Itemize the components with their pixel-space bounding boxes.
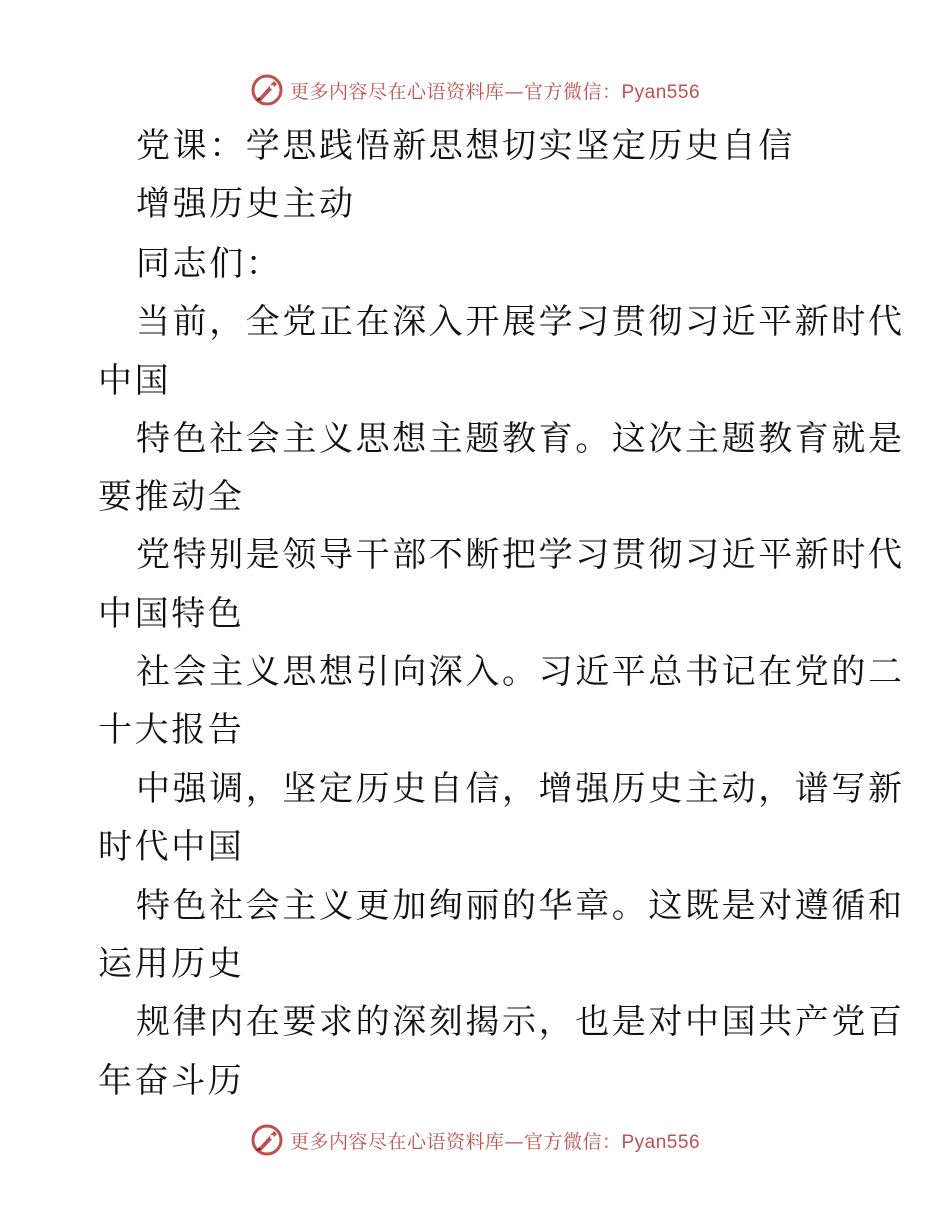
paragraph-line: 党特别是领导干部不断把学习贯彻习近平新时代 <box>136 535 905 575</box>
paragraph-line: 十大报告 <box>98 710 245 750</box>
paragraph-line: 中国特色 <box>98 594 245 634</box>
quill-pen-logo-icon <box>250 1123 284 1157</box>
banner-text: 更多内容尽在心语资料库—官方微信：Pyan556 <box>289 80 701 103</box>
paragraph-line: 社会主义思想引向深入。习近平总书记在党的二 <box>136 652 905 692</box>
document-title-line-2: 增强历史主动 <box>136 184 356 224</box>
footer-banner <box>0 1120 950 1160</box>
paragraph-line: 时代中国 <box>98 827 245 867</box>
paragraph-line: 特色社会主义思想主题教育。这次主题教育就是 <box>136 419 905 459</box>
quill-pen-logo-icon <box>250 73 284 107</box>
document-title-line-1: 党课：学思践悟新思想切实坚定历史自信 <box>136 126 795 166</box>
paragraph-line: 中国 <box>98 361 172 401</box>
paragraph-line: 中强调，坚定历史自信，增强历史主动，谱写新 <box>136 769 905 809</box>
paragraph-line: 规律内在要求的深刻揭示，也是对中国共产党百 <box>136 1002 905 1042</box>
paragraph-line: 特色社会主义更加绚丽的华章。这既是对遵循和 <box>136 886 905 926</box>
paragraph-line: 年奋斗历 <box>98 1061 245 1101</box>
salutation: 同志们： <box>136 244 283 284</box>
paragraph-line: 当前，全党正在深入开展学习贯彻习近平新时代 <box>136 302 905 342</box>
wechat-id: Pyan556 <box>621 1131 701 1153</box>
header-banner <box>0 70 950 110</box>
wechat-id: Pyan556 <box>621 81 701 103</box>
paragraph-line: 要推动全 <box>98 477 245 517</box>
paragraph-line: 运用历史 <box>98 944 245 984</box>
banner-text: 更多内容尽在心语资料库—官方微信：Pyan556 <box>289 1130 701 1153</box>
